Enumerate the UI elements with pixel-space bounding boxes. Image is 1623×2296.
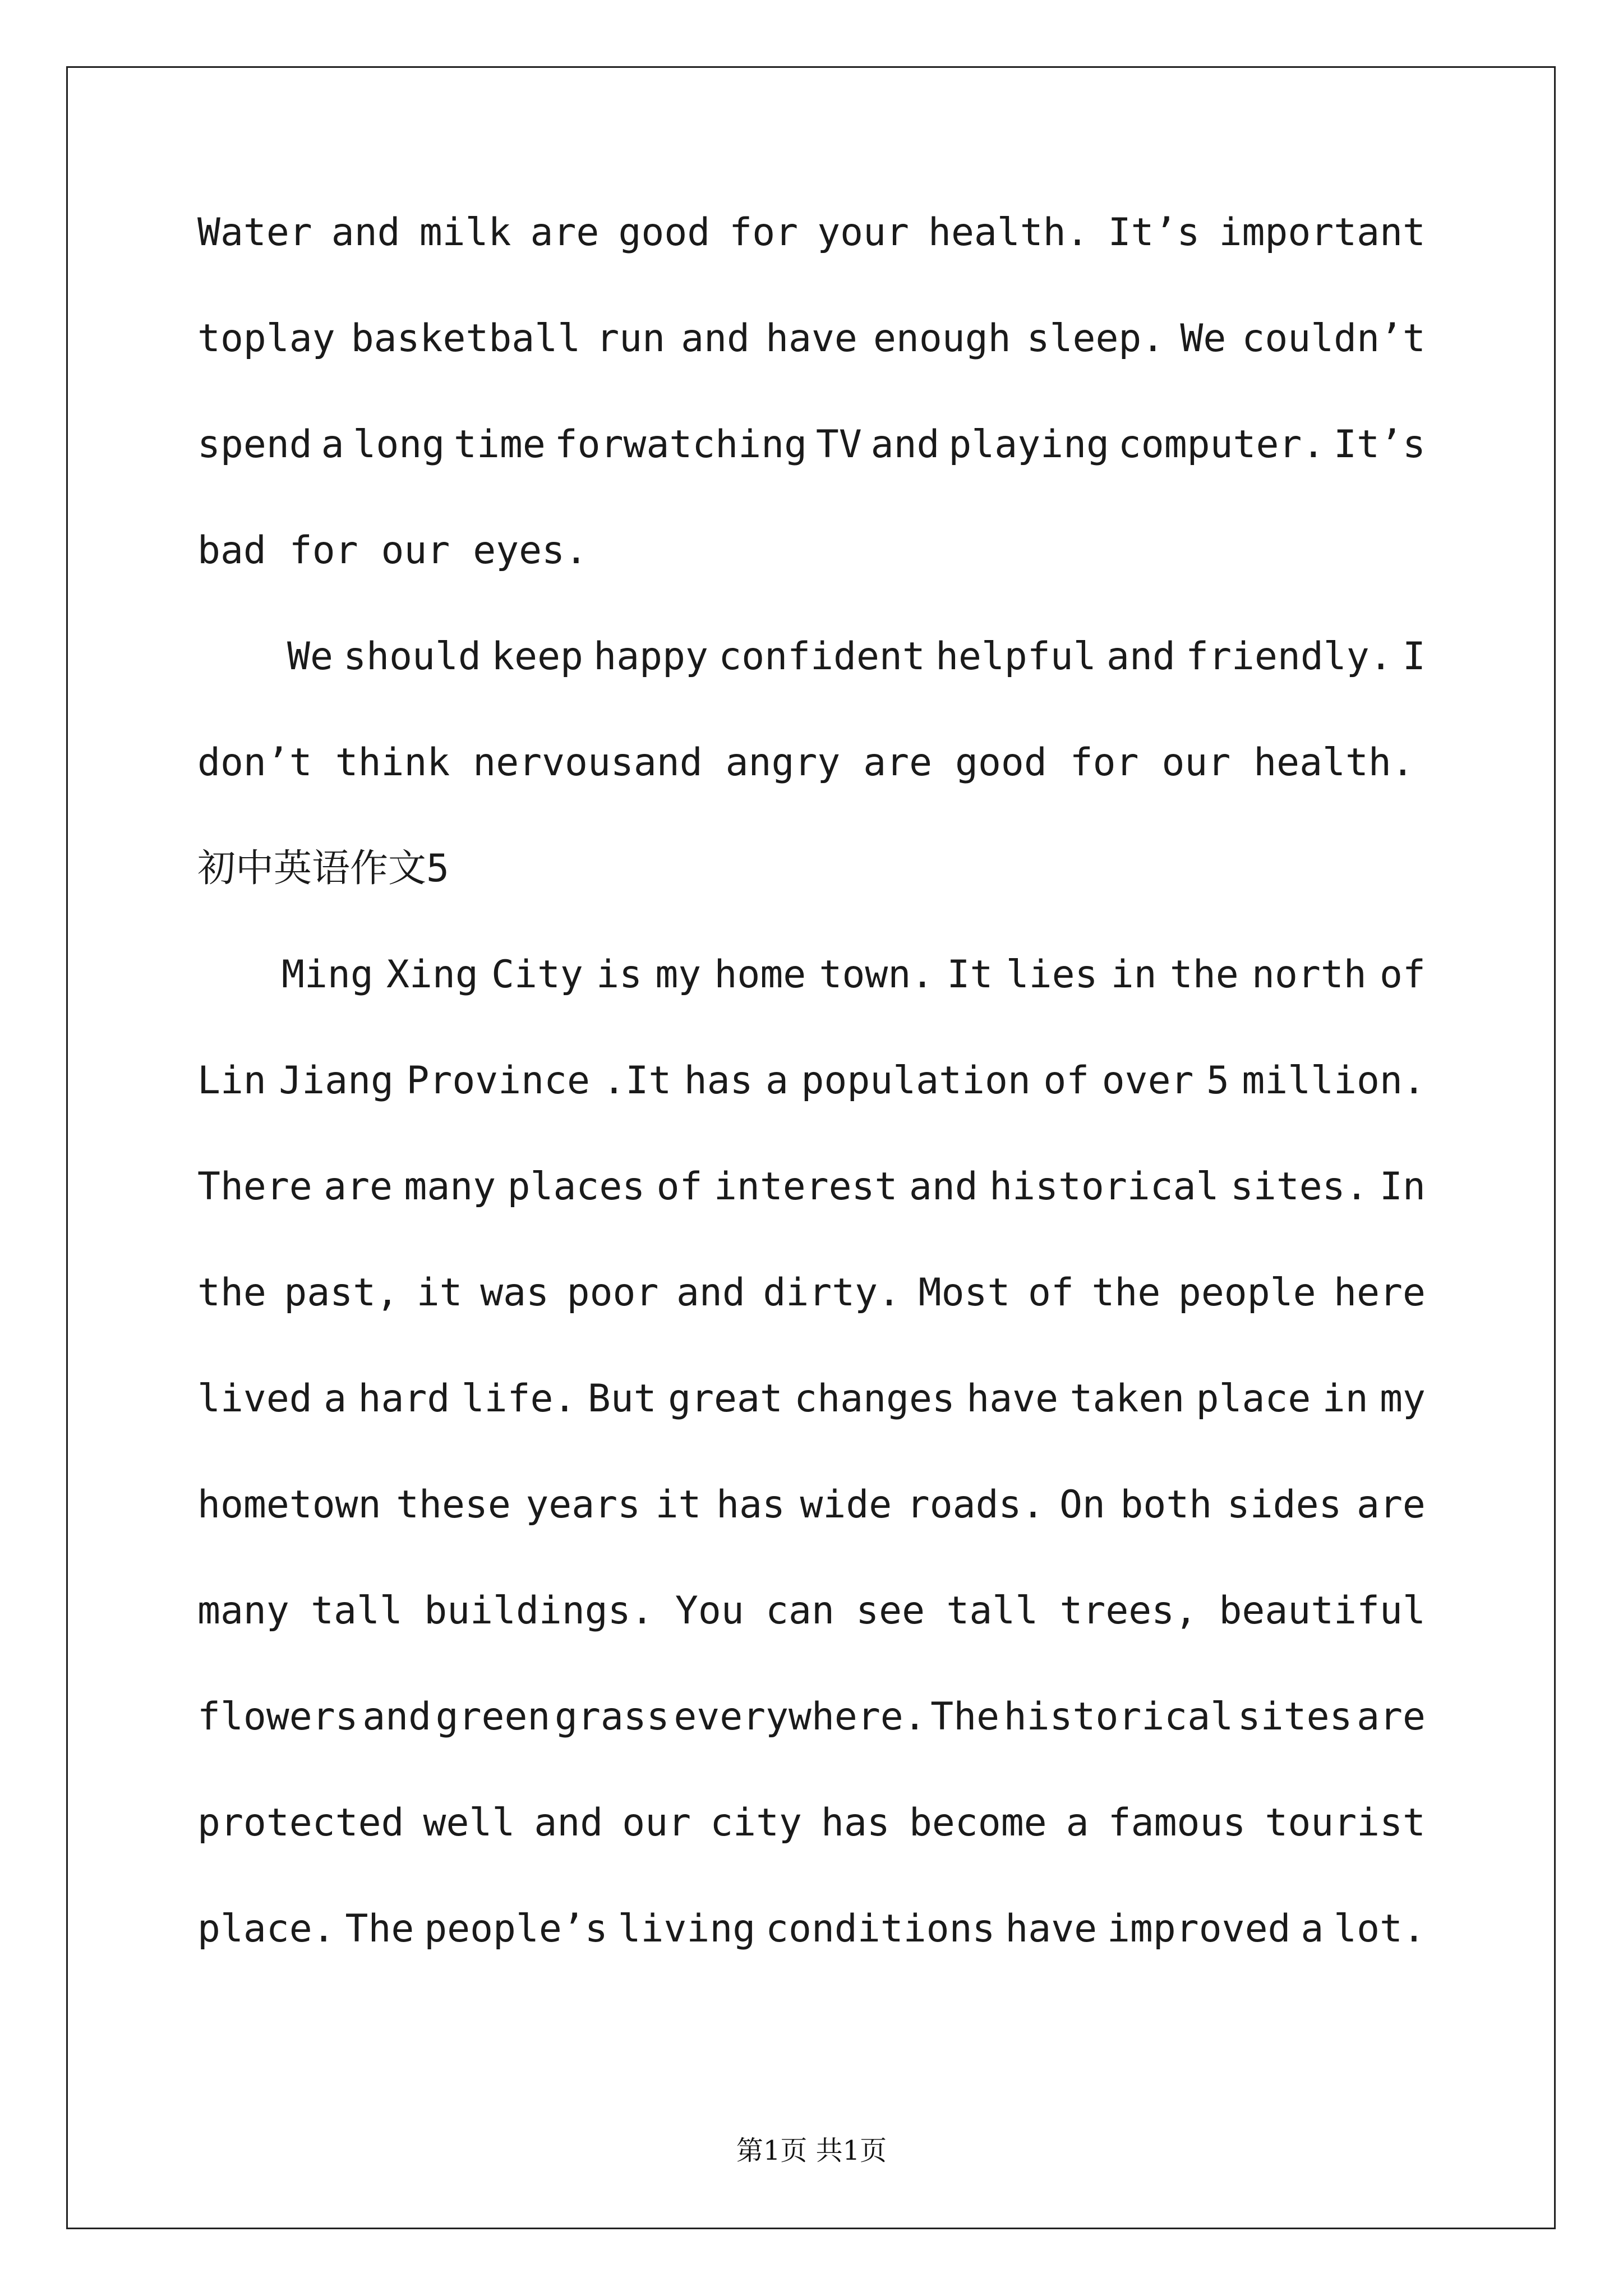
- text-line: [197, 422, 1426, 467]
- word: roads.: [906, 1483, 1045, 1527]
- word: health.: [928, 210, 1089, 255]
- word: green: [435, 1695, 551, 1739]
- word: helpful: [935, 634, 1096, 679]
- word: many: [404, 1165, 496, 1209]
- word: It’s: [1108, 210, 1200, 255]
- word: in: [1110, 953, 1157, 997]
- word: see: [856, 1589, 925, 1633]
- word: couldn’t: [1242, 316, 1426, 361]
- word: and: [534, 1801, 603, 1845]
- word: sleep.: [1026, 316, 1165, 361]
- word: flowers: [197, 1695, 358, 1739]
- word: north: [1252, 953, 1367, 997]
- word: a: [321, 422, 344, 467]
- word: has: [821, 1801, 890, 1845]
- word: milk: [419, 210, 511, 255]
- word: The: [345, 1907, 414, 1951]
- word: protected: [197, 1801, 404, 1845]
- word: lot.: [1334, 1907, 1426, 1951]
- word: Lin: [197, 1059, 266, 1103]
- word: sides: [1227, 1483, 1342, 1527]
- word: forwatching: [554, 422, 808, 467]
- text-line: [197, 210, 1426, 255]
- word: Xing: [386, 953, 478, 997]
- word: and: [676, 1271, 745, 1315]
- word: can: [766, 1589, 834, 1633]
- word: basketball: [351, 316, 581, 361]
- text-line: [197, 1377, 1426, 1421]
- word: the: [1169, 953, 1239, 997]
- text-line-indented: [282, 953, 1426, 997]
- text-line: bad for our eyes.: [197, 528, 588, 573]
- word: On: [1059, 1483, 1105, 1527]
- text-line: [197, 1801, 1426, 1846]
- word: are: [1357, 1695, 1426, 1739]
- text-line: don’t think nervousand angry are good for our health.: [197, 740, 1414, 785]
- word: is: [596, 953, 643, 997]
- text-line: [197, 1907, 1426, 1952]
- word: has: [684, 1059, 753, 1103]
- word: the: [197, 1271, 266, 1315]
- word: lived: [197, 1377, 312, 1421]
- word: Province: [406, 1059, 590, 1103]
- word: city: [710, 1801, 802, 1845]
- word: tall: [946, 1589, 1039, 1633]
- word: important: [1219, 210, 1426, 255]
- word: my: [1380, 1377, 1426, 1421]
- page-number: 第1页 共1页: [736, 2135, 887, 2166]
- word: It: [947, 953, 993, 997]
- word: friendly.: [1186, 634, 1393, 679]
- word: million.: [1242, 1059, 1426, 1103]
- word: a: [766, 1059, 789, 1103]
- word: are: [324, 1165, 393, 1209]
- word: places: [507, 1165, 645, 1209]
- word: It’s: [1334, 422, 1426, 467]
- word: of: [1043, 1059, 1090, 1103]
- word: We: [1180, 316, 1227, 361]
- word: our: [622, 1801, 691, 1845]
- word: changes: [794, 1377, 955, 1421]
- word: dirty.: [763, 1271, 901, 1315]
- word: my: [655, 953, 702, 997]
- word: and: [1106, 634, 1175, 679]
- text-line: [197, 1271, 1426, 1315]
- word: become: [909, 1801, 1047, 1845]
- word: sites.: [1230, 1165, 1368, 1209]
- word: spend: [197, 422, 312, 467]
- word: grass: [554, 1695, 670, 1739]
- word: .It: [602, 1059, 672, 1103]
- word: for: [729, 210, 799, 255]
- word: have: [766, 316, 857, 361]
- word: and: [681, 316, 750, 361]
- word: City: [491, 953, 583, 997]
- word: years: [525, 1483, 641, 1527]
- word: TV: [815, 422, 862, 467]
- word: people’s: [424, 1907, 608, 1951]
- word: famous: [1108, 1801, 1246, 1845]
- word: sites: [1237, 1695, 1353, 1739]
- word: We: [287, 634, 333, 679]
- word: Jiang: [279, 1059, 394, 1103]
- word: playing: [948, 422, 1109, 467]
- word: historical: [1003, 1695, 1234, 1739]
- text-line: [197, 1695, 1426, 1740]
- word: everywhere.: [674, 1695, 926, 1739]
- word: great: [668, 1377, 783, 1421]
- word: I: [1402, 634, 1426, 679]
- word: taken: [1069, 1377, 1185, 1421]
- word: improved: [1106, 1907, 1291, 1951]
- word: people: [1178, 1271, 1316, 1315]
- word: Water: [197, 210, 312, 255]
- word: poor: [566, 1271, 659, 1315]
- word: There: [197, 1165, 312, 1209]
- word: it: [416, 1271, 463, 1315]
- text-line: [197, 1483, 1426, 1527]
- word: here: [1334, 1271, 1426, 1315]
- word: and: [909, 1165, 978, 1209]
- word: these: [396, 1483, 511, 1527]
- word: have: [1005, 1907, 1098, 1951]
- word: has: [716, 1483, 785, 1527]
- word: tall: [311, 1589, 403, 1633]
- word: time: [454, 422, 546, 467]
- word: in: [1322, 1377, 1368, 1421]
- word: long: [353, 422, 445, 467]
- word: well: [423, 1801, 515, 1845]
- word: the: [1091, 1271, 1161, 1315]
- word: In: [1380, 1165, 1426, 1209]
- word: place: [1196, 1377, 1311, 1421]
- word: run: [596, 316, 666, 361]
- word: buildings.: [424, 1589, 654, 1633]
- page-border: [66, 66, 1556, 2229]
- word: over: [1101, 1059, 1194, 1103]
- word: trees,: [1059, 1589, 1198, 1633]
- word: and: [362, 1695, 432, 1739]
- word: living: [617, 1907, 756, 1951]
- word: confident: [718, 634, 925, 679]
- word: But: [587, 1377, 657, 1421]
- word: are: [1357, 1483, 1426, 1527]
- word: place.: [197, 1907, 335, 1951]
- word: hometown: [197, 1483, 381, 1527]
- word: of: [656, 1165, 703, 1209]
- word: conditions: [766, 1907, 995, 1951]
- word: interest: [713, 1165, 898, 1209]
- word: it: [655, 1483, 702, 1527]
- word: of: [1380, 953, 1426, 997]
- word: beautiful: [1219, 1589, 1426, 1633]
- word: historical: [989, 1165, 1219, 1209]
- word: population: [801, 1059, 1031, 1103]
- word: home: [714, 953, 806, 997]
- word: You: [675, 1589, 744, 1633]
- word: hard: [358, 1377, 450, 1421]
- word: town.: [819, 953, 934, 997]
- word: have: [966, 1377, 1059, 1421]
- word: your: [817, 210, 909, 255]
- word: computer.: [1118, 422, 1325, 467]
- word: both: [1120, 1483, 1212, 1527]
- word: happy: [593, 634, 708, 679]
- text-line: [197, 316, 1426, 361]
- word: a: [1301, 1907, 1324, 1951]
- word: and: [331, 210, 400, 255]
- word: past,: [284, 1271, 399, 1315]
- word: was: [480, 1271, 550, 1315]
- word: of: [1028, 1271, 1074, 1315]
- text-line-indented: [287, 634, 1426, 679]
- word: life.: [461, 1377, 577, 1421]
- word: tourist: [1265, 1801, 1426, 1845]
- word: good: [618, 210, 711, 255]
- word: and: [870, 422, 940, 467]
- word: are: [530, 210, 600, 255]
- word: Most: [918, 1271, 1011, 1315]
- text-line: [197, 1165, 1426, 1209]
- word: a: [324, 1377, 347, 1421]
- word: many: [197, 1589, 289, 1633]
- text-line: [197, 1589, 1426, 1634]
- word: enough: [873, 316, 1011, 361]
- word: toplay: [197, 316, 335, 361]
- word: lies: [1006, 953, 1098, 997]
- word: The: [930, 1695, 1000, 1739]
- word: wide: [800, 1483, 892, 1527]
- section-heading: 初中英语作文5: [197, 846, 449, 891]
- word: a: [1066, 1801, 1089, 1845]
- word: 5: [1206, 1059, 1229, 1103]
- text-line: [197, 1059, 1426, 1103]
- word: keep: [491, 634, 583, 679]
- word: should: [343, 634, 481, 679]
- word: Ming: [282, 953, 374, 997]
